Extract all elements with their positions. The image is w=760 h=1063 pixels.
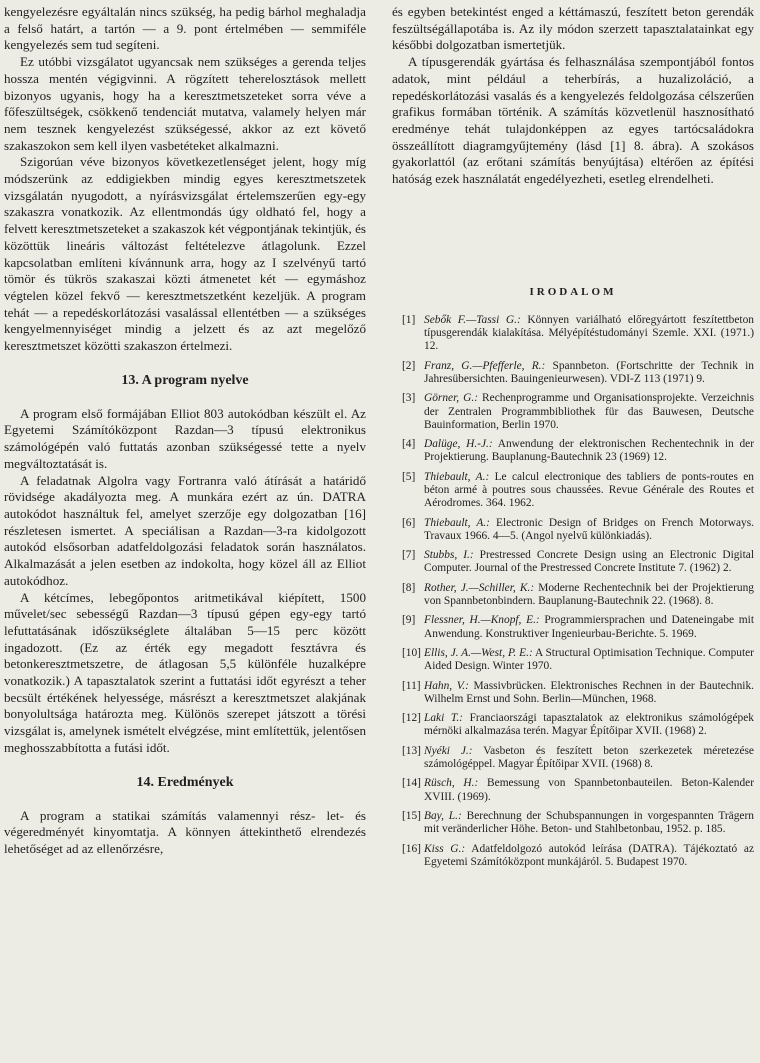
reference-authors: Dalüge, H.-J.: <box>424 438 493 451</box>
reference-item <box>392 549 754 576</box>
reference-number: [12] <box>402 712 421 725</box>
reference-item <box>392 712 754 739</box>
reference-authors: Rüsch, H.: <box>424 777 479 790</box>
paragraph: kengyelezésre egyáltalán nincs szükség, ha pedig bárhol meghaladja a felső határt, a tartón — a 9. pont értelmében — semmiféle kengyelezés sem tud segíteni. <box>4 4 366 53</box>
reference-number: [4] <box>402 438 416 451</box>
reference-text: Rechenprogramme und Organisationsprojekte. Verzeichnis der Zentralen Programmbibliothek für das Bauwesen, Deutsche Bauinformation, Berlin 1970. <box>424 392 754 431</box>
reference-text: Le calcul electronique des tabliers de ponts-routes en béton armé à poutres sous chaussées. Revue Générale des Routes et Aérodromes. 364. 1962. <box>424 470 754 510</box>
paragraph: A program első formájában Elliot 803 autokódban készült el. Az Egyetemi Számítóközpont Razdan—3 típusú elektronikus számológépén való futtatás azonban szükségessé tette a nyelv megváltoztatását is. <box>4 405 366 471</box>
reference-authors: Flessner, H.—Knopf, E.: <box>424 614 540 627</box>
reference-number: [14] <box>402 777 421 790</box>
reference-authors: Stubbs, I.: <box>424 549 474 562</box>
paragraph: és egyben betekintést enged a kéttámaszú, feszített beton gerendák feszültségállapotába is. Az ily módon szerzett tapasztalatainkat egy későbbi dolgozatban ismertetjük. <box>392 4 754 53</box>
reference-number: [3] <box>402 392 416 405</box>
reference-text: Electronic Design of Bridges on French Motorways. Travaux 1966. 4—5. (Angol nyelvű különkiadás). <box>424 516 754 542</box>
paragraph: A feladatnak Algolra vagy Fortranra való átírását a határidő rövidsége akadályozta meg. A munkára ezért az ún. DATRA autokódot használtuk fel, amelyet szerzője egy dolgozatban [16] részletesen ismertet. A speciálisan a Razdan—3-ra kidolgozott autokód elsősorban adatfeldolgozási feladatok során használatos. Alkalmazását a jelen esetben az indokolta, hogy közel áll az Elliot autokódhoz. <box>4 472 366 588</box>
reference-text: Bemessung von Spannbetonbauteilen. Beton-Kalender XVIII. (1969). <box>424 777 754 803</box>
reference-authors: Ellis, J. A.—West, P. E.: <box>424 646 533 659</box>
reference-item <box>392 745 754 772</box>
reference-authors: Rother, J.—Schiller, K.: <box>424 581 535 594</box>
reference-authors: Franz, G.—Pfefferle, R.: <box>424 359 546 372</box>
reference-item <box>392 392 754 432</box>
reference-number: [10] <box>402 646 421 659</box>
reference-authors: Bay, L.: <box>424 809 462 822</box>
reference-number: [11] <box>402 679 421 692</box>
reference-authors: Thiebault, A.: <box>424 470 490 483</box>
references-title: IRODALOM <box>529 285 617 298</box>
paragraph: A kétcímes, lebegőpontos aritmetikával kiépített, 1500 művelet/sec sebességű Razdan—3 típusú gépen egy-egy tartó lefuttatásának időszükséglete általában 5—15 perc között ingadozott. (Ez az érték egy megadott fesztávra és betonkeresztmetszetre, de átlagosan 5,5 különféle huzalképre vonatkozik.) A tapasztalatok szerint a futtatási időt egyrészt a teher becsült értékének helyessége, másrészt a keresztmetszet alakjának bonyolultsága határozta meg. Különös szerepet játszott a törési vizsgálat is, amelynek ismételt elvégzése, mint említettük, jelentősen meghosszabbította a futási időt. <box>4 589 366 755</box>
reference-text: Anwendung der elektronischen Rechentechnik in der Projektierung. Bauplanung-Bautechnik 23 (1969) 12. <box>424 438 754 464</box>
reference-number: [15] <box>402 809 421 822</box>
reference-number: [8] <box>402 581 416 594</box>
reference-authors: Kiss G.: <box>424 842 466 855</box>
reference-number: [6] <box>402 516 416 529</box>
reference-item <box>392 810 754 837</box>
reference-authors: Sebők F.—Tassi G.: <box>424 313 521 326</box>
reference-list <box>392 314 754 869</box>
reference-item <box>392 647 754 674</box>
paragraph: Szigorúan véve bizonyos következetlenséget jelent, hogy míg módszerünk az eddigiekben mindig egyes keresztmetszetek vizsgálatán nyugodott, a nyírásvizsgálat értelemszerűen egy-egy szakaszra vonatkozik. Az ellentmondás úgy oldható fel, hogy a felvett keresztmetszeteket a szakaszok két végpontjának tekintjük, és közöttük lineáris változást feltételezve átlagolunk. Ezzel kapcsolatban említeni kívánnunk arra, hogy az I szelvényű tartó tömör és tükrös szakaszai közti átmenetet két — egymáshoz végtelen közel fekvő — keresztmetszetként kezeljük. A program tehát — a repedéskorlátozási vasalással ellentétben — a szükséges kengyelmennyiséget mindig a jelzett és az azt megelőző keresztmetszet közötti szakaszon értelmezi. <box>4 154 366 354</box>
reference-item <box>392 471 754 511</box>
right-column <box>392 4 754 875</box>
reference-text: Franciaországi tapasztalatok az elektronikus számológépek mérnöki alkalmazása terén. Magyar Építőipar XVII. (1968) 2. <box>424 712 754 738</box>
reference-text: Prestressed Concrete Design using an Electronic Digital Computer. Journal of the Prestressed Concrete Institute 7. (1962) 2. <box>424 549 754 575</box>
section-heading-14: 14. Eredmények <box>136 774 234 790</box>
reference-text: Moderne Rechentechnik bei der Projektierung von Spannbetonbindern. Bauplanung-Bautechnik 22. (1968). 8. <box>424 581 754 608</box>
reference-text: Programmiersprachen und Dateneingabe mit Anwendung. Konstruktiver Ingenieurbau-Berichte. 5. 1969. <box>424 614 754 640</box>
reference-authors: Thiebault, A.: <box>424 516 490 529</box>
reference-number: [9] <box>402 614 416 627</box>
paragraph: Ez utóbbi vizsgálatot ugyancsak nem szükséges a gerenda teljes hossza mentén végigvinni. A rögzített teherelosztások mellett bizonyos ugyanis, hogy ha a keresztmetszeteket sorra véve a főfeszültségek, csökkenő tendenciát mutatva, valamely helyen már nem tesznek kengyelezést szükségessé, akkor az ezt követő szakaszokon sem kell ilyen vasbetéteket alkalmazni. <box>4 54 366 153</box>
reference-authors: Laki T.: <box>424 712 463 725</box>
reference-text: Spannbeton. (Fortschritte der Technik in Jahresübersichten. Bauingenieurwesen). VDI-Z 113 (1971) 9. <box>424 359 754 385</box>
paragraph: A típusgerendák gyártása és felhasználása szempontjából fontos adatok, mint például a teherbírás, a huzalizoláció, a repedéskorlátozási vasalás és a kengyelezés feldolgozása célszerűen grafikus formában történik. A számítás közvetlenül hasznosítható eredménye tehát tulajdonképpen az egyes tartócsaládokra összeállított diagramgyűjtemény (lásd [1] 8. ábra). A szokásos gyakorlattól (az erőtani számítás benyújtása) eltérően az építési hatóság ezek használatát engedélyezheti, esetleg elrendelheti. <box>392 54 754 187</box>
section-heading-13: 13. A program nyelve <box>121 372 249 388</box>
reference-item <box>392 517 754 544</box>
reference-authors: Görner, G.: <box>424 392 479 405</box>
reference-text: Massivbrücken. Elektronisches Rechnen in der Bautechnik. Wilhelm Ernst und Sohn. Berlin—München, 1968. <box>424 679 755 705</box>
reference-authors: Hahn, V.: <box>424 679 469 692</box>
reference-text: Vasbeton és feszített beton szerkezetek méretezése számológéppel. Magyar Építőipar XVII. (1968) 8. <box>424 744 754 771</box>
reference-text: Könnyen variálható előregyártott feszítettbeton típusgerendák kialakítása. Mélyépítéstudományi Szemle. XXI. (1971.) 12. <box>424 313 754 353</box>
reference-authors: Nyéki J.: <box>424 744 473 757</box>
reference-item <box>392 314 754 354</box>
reference-number: [16] <box>402 842 421 855</box>
reference-item <box>392 777 754 804</box>
reference-item <box>392 582 754 609</box>
reference-item <box>392 614 754 641</box>
reference-text: Berechnung der Schubspannungen in vorgespannten Trägern mit veränderlicher Höhe. Beton- und Stahlbetonbau, 1952. p. 185. <box>424 809 754 836</box>
reference-text: A Structural Optimisation Technique. Computer Aided Design. Winter 1970. <box>424 646 754 673</box>
reference-number: [13] <box>402 744 421 757</box>
reference-item <box>392 438 754 465</box>
left-column <box>4 4 366 858</box>
reference-text: Adatfeldolgozó autokód leírása (DATRA). Tájékoztató az Egyetemi Számítóközpont munkájáról. 5. Budapest 1970. <box>424 842 755 868</box>
reference-item <box>392 843 754 870</box>
reference-number: [7] <box>402 549 416 562</box>
reference-number: [2] <box>402 359 416 372</box>
paragraph: A program a statikai számítás valamennyi rész- let- és végeredményét kinyomtatja. A könnyen áttekinthető elrendezés lehetőséget ad az ellenőrzésre, <box>4 807 366 856</box>
reference-item <box>392 680 754 707</box>
reference-number: [5] <box>402 470 416 483</box>
reference-item <box>392 360 754 387</box>
reference-number: [1] <box>402 313 416 326</box>
